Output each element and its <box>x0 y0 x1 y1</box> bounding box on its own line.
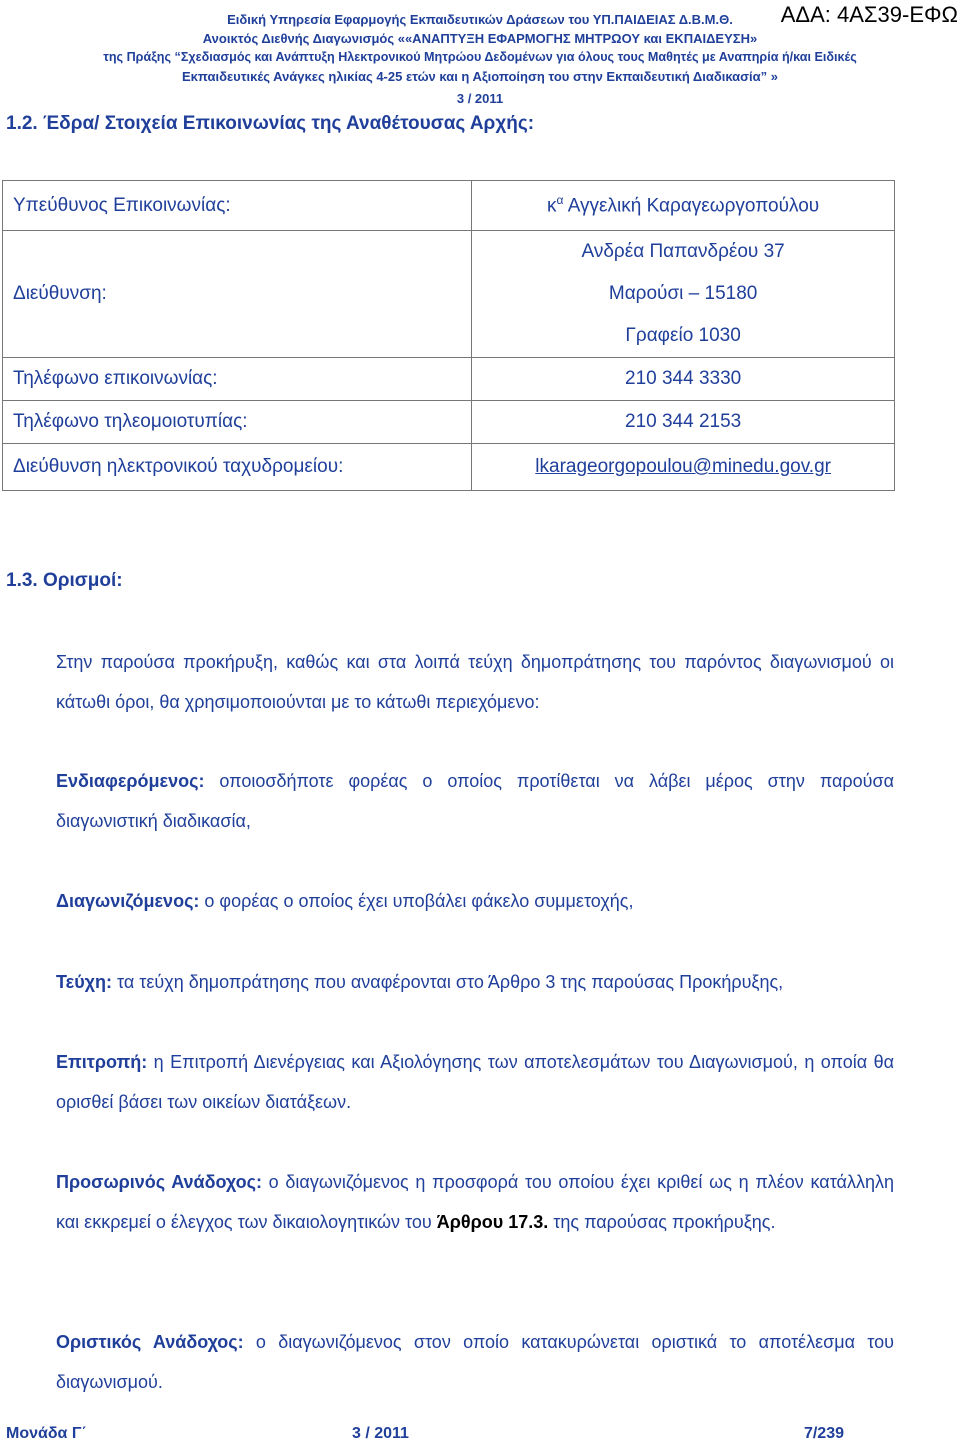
contact-person-sup: α <box>556 193 564 208</box>
definition-provisional-contractor <box>56 1162 894 1242</box>
definition-text: οποιοσδήποτε φορέας ο οποίος προτίθεται να λάβει μέρος στην παρούσα διαγωνιστική διαδικασία, <box>56 771 894 831</box>
email-link[interactable]: lkarageorgopoulou@minedu.gov.gr <box>535 456 831 477</box>
definition-text: η Επιτροπή Διενέργειας και Αξιολόγησης των αποτελεσμάτων του Διαγωνισμού, η οποία θα ορισθεί βάσει των οικείων διατάξεων. <box>56 1052 894 1112</box>
definition-term: Ενδιαφερόμενος: <box>56 771 205 791</box>
address-value <box>472 231 895 358</box>
definition-text: τα τεύχη δημοπράτησης που αναφέρονται στο Άρθρο 3 της παρούσας Προκήρυξης, <box>112 972 784 992</box>
address-office: Γραφείο 1030 <box>625 325 741 346</box>
table-row <box>3 181 895 231</box>
phone-label: Τηλέφωνο επικοινωνίας: <box>3 358 472 401</box>
footer-page-number: 7/239 <box>803 1425 844 1442</box>
definition-text: της παρούσας προκήρυξης. <box>548 1212 776 1232</box>
table-row <box>3 444 895 491</box>
contact-person-label: Υπεύθυνος Επικοινωνίας: <box>3 181 472 231</box>
definition-committee <box>56 1042 894 1122</box>
header-line-3: της Πράξης “Σχεδιασμός και Ανάπτυξη Ηλεκτρονικού Μητρώου Δεδομένων για όλους τους Μαθητές με Αναπηρία ή/και Ειδικές <box>103 50 857 64</box>
footer-unit: Μονάδα Γ΄ <box>6 1425 87 1442</box>
definition-term: Προσωρινός Ανάδοχος: <box>56 1172 262 1192</box>
section-1-3-title: 1.3. Ορισμοί: <box>6 570 123 591</box>
address-street: Ανδρέα Παπανδρέου 37 <box>581 241 785 262</box>
table-row <box>3 401 895 444</box>
address-city: Μαρούσι – 15180 <box>608 283 758 304</box>
definition-bidder <box>56 881 894 921</box>
address-label: Διεύθυνση: <box>3 231 472 358</box>
ada-code: ΑΔΑ: 4ΑΣ39-ΕΦΩ <box>780 2 958 27</box>
phone-value: 210 344 3330 <box>472 358 895 401</box>
header-line-2: Ανοικτός Διεθνής Διαγωνισμός ««ΑΝΑΠΤΥΞΗ ΕΦΑΡΜΟΓΗΣ ΜΗΤΡΩΟΥ και ΕΚΠΑΙΔΕΥΣΗ» <box>202 31 758 46</box>
contact-person-prefix: κ <box>547 195 557 217</box>
definition-text: ο διαγωνιζόμενος η προσφορά του οποίου έχει κριθεί ως η πλέον κατάλληλη και εκκρεμεί ο έλεγχος των δικαιολογητικών του <box>56 1172 894 1232</box>
contact-table <box>2 180 895 491</box>
definition-term: Τεύχη: <box>56 972 113 992</box>
definition-text: ο διαγωνιζόμενος στον οποίο κατακυρώνεται οριστικά το αποτέλεσμα του διαγωνισμού. <box>56 1332 894 1392</box>
definition-term: Διαγωνιζόμενος: <box>56 891 200 911</box>
contact-person-name: Αγγελική Καραγεωργοπούλου <box>563 195 820 217</box>
table-row <box>3 358 895 401</box>
footer-date: 3 / 2011 <box>352 1425 409 1442</box>
fax-label: Τηλέφωνο τηλεομοιοτυπίας: <box>3 401 472 444</box>
table-row <box>3 231 895 358</box>
definition-interested-party <box>56 761 894 841</box>
definition-term: Επιτροπή: <box>56 1052 148 1072</box>
header-date: 3 / 2011 <box>456 91 504 106</box>
email-cell <box>472 444 895 491</box>
section-1-2-title: 1.2. Έδρα/ Στοιχεία Επικοινωνίας της Αναθέτουσας Αρχής: <box>6 113 535 134</box>
header-line-1: Ειδική Υπηρεσία Εφαρμογής Εκπαιδευτικών Δράσεων του ΥΠ.ΠΑΙΔΕΙΑΣ Δ.Β.Μ.Θ. <box>227 12 733 27</box>
fax-value: 210 344 2153 <box>472 401 895 444</box>
header-line-4: Εκπαιδευτικές Ανάγκες ηλικίας 4-25 ετών και η Αξιοποίηση του στην Εκπαιδευτική Διαδικασία” » <box>182 69 778 84</box>
definitions-intro: Στην παρούσα προκήρυξη, καθώς και στα λοιπά τεύχη δημοπράτησης του παρόντος διαγωνισμού οι κάτωθι όροι, θα χρησιμοποιούνται με το κάτωθι περιεχόμενο: <box>56 652 894 712</box>
article-reference: Άρθρου 17.3. <box>436 1212 549 1232</box>
definition-text: ο φορέας ο οποίος έχει υποβάλει φάκελο συμμετοχής, <box>199 891 634 911</box>
definition-final-contractor <box>56 1322 894 1402</box>
email-label: Διεύθυνση ηλεκτρονικού ταχυδρομείου: <box>3 444 472 491</box>
contact-person-value <box>472 181 895 231</box>
definition-documents <box>56 962 894 1002</box>
definition-term: Οριστικός Ανάδοχος: <box>56 1332 244 1352</box>
